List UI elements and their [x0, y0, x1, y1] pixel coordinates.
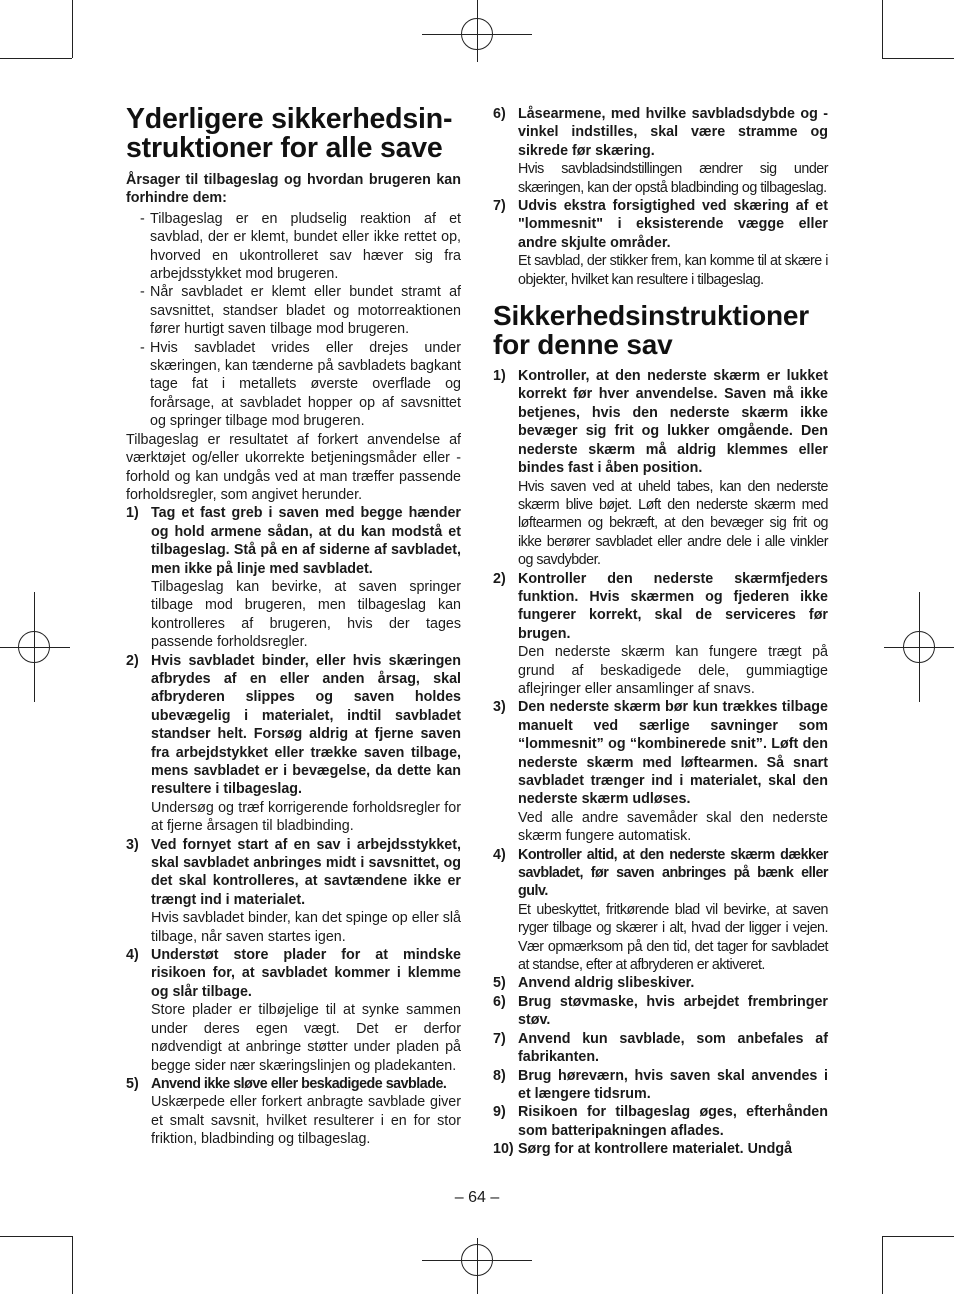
dash-item: - Hvis savbladet vrides eller drejes under skæringen, kan tænderne på savbladets bagkant tage fat i metallets øverste overflade og forårsage, at savbladet hopper op af savsnittet og springer tilbage mod brugeren. — [126, 339, 461, 431]
section-title-general: Yderligere sikkerhedsin- struktioner for alle save — [126, 103, 453, 164]
list-item: 7) Anvend kun savblade, som anbefales af fabrikanten. — [493, 1030, 828, 1066]
list-item: 9) Risikoen for tilbageslag øges, efterhånden som batteripakningen aflades. — [493, 1104, 828, 1139]
kickback-summary: Tilbageslag er resultatet af forkert anvendelse af værktøjet og/eller ukorrekte betjeningsmåder eller -forhold og kan undgås ved at man træffer passende forholdsregler, som angivet herunder. — [126, 431, 461, 503]
list-item: 4) Kontroller altid, at den nederste skærm dækker savbladet, før saven anbringes på bænk eller gulv. Et ubeskyttet, fritkørende blad vil bevirke, at saven ryger tilbage og skærer i alt, hvad der ligger i vejen. Vær opmærksom på den tid, det tager for savbladet at standse, efter at afbryderen er aktiveret. — [493, 846, 828, 974]
dash-item: - Tilbageslag er en pludselig reaktion af et savblad, der er klemt, bundet eller ikke rettet op, hvorved en ukontrolleret sav hæver sig fra arbejdsstykket mod brugeren. — [126, 210, 461, 284]
list-item: 8) Brug høreværn, hvis saven skal anvendes i et længere tidsrum. — [493, 1067, 828, 1102]
left-column — [126, 105, 461, 1149]
crop-mark-br-v — [882, 1236, 883, 1294]
crop-mark-bl-h — [0, 1236, 72, 1237]
crop-mark-tl-v — [72, 0, 73, 58]
list-item: 5) Anvend aldrig slibeskiver. — [493, 975, 695, 992]
crop-mark-br-h — [882, 1236, 954, 1237]
crop-mark-tr-v — [882, 0, 883, 58]
list-item: 3) Den nederste skærm bør kun trækkes tilbage manuelt ved særlige savninger som “lommesnit” og “kombinerede snit”. Løft den nederste skærm med løftearmen. Så snart savbladet trænger ind i materialet, skal den nederste skærm udløses. Ved alle andre savemåder skal den nederste skærm fungere automatisk. — [493, 699, 828, 845]
list-item: 10) Sørg for at kontrollere materialet. Undgå — [493, 1141, 793, 1158]
list-item: 4) Understøt store plader for at mindske risikoen for, at savbladet kommer i klemme og slår tilbage. Store plader er tilbøjelige til at synke sammen under deres egen vægt. Det er derfor nødvendigt at anbringe støtter under pladen på begge sider nær skæringslinjen og pladekanten. — [126, 947, 461, 1074]
crop-mark-tl-h — [0, 58, 72, 59]
list-item: 7) Udvis ekstra forsigtighed ved skæring af et "lommesnit" i eksisterende vægge eller andre skjulte områder. Et savblad, der stikker frem, kan komme til at skære i objekter, hvilket kan resultere i tilbageslag. — [493, 198, 828, 288]
list-item: 3) Ved fornyet start af en sav i arbejdsstykket, skal savbladet anbringes midt i savsnittet, og det skal kontrolleres, at savtændene ikke er trængt ind i materialet. Hvis savbladet binder, kan det spinge op eller slå tilbage, når saven startes igen. — [126, 836, 461, 945]
dash-item: - Når savbladet er klemt eller bundet stramt af savsnittet, standser bladet og motorreaktionen fører hurtigt saven tilbage mod brugeren. — [126, 283, 461, 338]
list-item: 6) Brug støvmaske, hvis arbejdet frembringer støv. — [493, 993, 828, 1029]
page-number: – 64 – — [454, 1189, 500, 1206]
right-column — [493, 105, 828, 1159]
section-title-this-saw: Sikkerhedsinstruktioner for denne sav — [493, 300, 809, 361]
list-item: 5) Anvend ikke sløve eller beskadigede savblade. Uskærpede eller forkert anbragte savblade giver et smalt savsnit, hvilket resulterer i en for stor friktion, bladbinding og tilbageslag. — [126, 1075, 461, 1148]
kickback-intro: Årsager til tilbageslag og hvordan brugeren kan forhindre dem: — [126, 172, 461, 207]
crop-mark-tr-h — [882, 58, 954, 59]
crop-mark-bl-v — [72, 1236, 73, 1294]
list-item: 1) Tag et fast greb i saven med begge hænder og hold armene sådan, at du kan modstå et tilbageslag. Stå på en af siderne af savbladet, men ikke på linje med savbladet. Tilbageslag kan bevirke, at saven springer tilbage mod brugeren, men tilbageslag kan kontrolleres af brugeren, hvis der tages passende forholdsregler. — [126, 505, 461, 651]
list-item: 6) Låsearmene, med hvilke savbladsdybde og -vinkel indstilles, skal være stramme og sikrede før skæring. Hvis savbladsindstillingen ændrer sig under skæringen, kan der opstå bladbinding og tilbageslag. — [493, 106, 828, 196]
list-item: 2) Kontroller den nederste skærmfjeders funktion. Hvis skærmen og fjederen ikke fungerer korrekt, skal de serviceres før brugen. Den nederste skærm kan fungere trægt på grund af beskadigede dele, gummiagtige aflejringer eller ansamlinger af snavs. — [493, 570, 828, 697]
list-item: 2) Hvis savbladet binder, eller hvis skæringen afbrydes af en eller anden årsag, skal afbryderen slippes og saven holdes ubevægelig i materialet, indtil savbladet standser helt. Forsøg aldrig at fjerne saven fra arbejdstykket eller trække saven tilbage, mens savbladet er i bevægelse, da dette kan resultere i tilbageslag. Undersøg og træf korrigerende forholdsregler for at fjerne årsagen til bladbinding. — [126, 652, 461, 835]
list-item: 1) Kontroller, at den nederste skærm er lukket korrekt før hver anvendelse. Saven må ikke betjenes, hvis den nederste skærm ikke bevæger sig frit og lukker omgående. Den nederste skærm må aldrig klemmes eller bindes fast i åben position. Hvis saven ved at uheld tabes, kan den nederste skærm blive bøjet. Løft den nederste skærm med løftearmen og bekræft, at den bevæger sig frit og ikke berører savbladet eller andre dele i alle vinkler og savdybder. — [493, 368, 828, 569]
